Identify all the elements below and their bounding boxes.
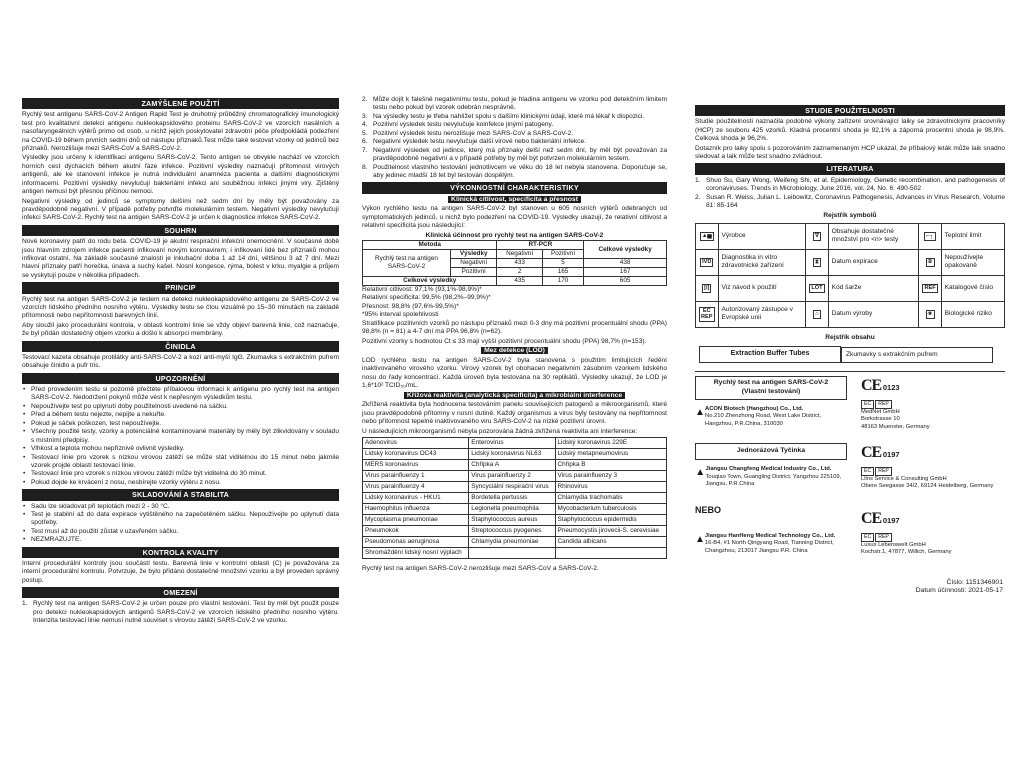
product-block-1: Rychlý test na antigen SARS-CoV-2 (Vlastní testování) ▲ ACON Biotech (Hangzhou) Co., Ltd. No.210 Zhenzhong Road, West Lake District, Hangzhou, P.R.China, 310030 CE 0123 EC REP MedNet GmbH Borkstrasse 10 48163 Muenster, Germany (695, 377, 930, 430)
table-cell: Candida albicans (555, 536, 667, 547)
rep-address: Borkstrasse 10 48163 Muenster, Germany (861, 416, 930, 430)
divider (695, 371, 1005, 372)
list-item: 6. Negativní výsledek testu nevylučuje další virové nebo bakteriální infekce. (362, 138, 586, 146)
table-cell: Rhinovirus (555, 481, 667, 492)
table-row (363, 536, 667, 547)
list-item: • Před a během testu nejezte, nepijte a nekuřte. (22, 411, 339, 419)
table-header: Výsledky (451, 250, 497, 259)
symbol-label: Kód šarže (828, 275, 919, 301)
perf-p3: Pozitivní vzorky s hodnotou Ct ≤ 33 mají vyšší pozitivní procentuální shodu (PPA) 98,7% (n=153). (362, 337, 647, 345)
lot-icon: LOT (811, 284, 823, 291)
table-row (363, 503, 667, 514)
clinical-performance-table (362, 240, 667, 286)
limitations-list-cont (362, 96, 667, 180)
list-item: 7. Negativní výsledek od jedince, který má příznaky delší než sedm dní, by měl být považován za pravděpodobně negativní a v případě potřeby by měl být potvrzen molekulárním testem. (362, 146, 667, 163)
perf-p2: Stratifikace pozitivních vzorků po nástupu příznaků mezi 0-3 dny má pozitivní procentuální shodu (PPA) 98,8% (n = 81) a 4-7 dní má PPA 96,8% (n=62). (362, 319, 667, 336)
notified-body-number: 0197 (882, 450, 900, 460)
symbol-label: Nepoužívejte opakovaně (941, 249, 1004, 275)
symbol-label: Výrobce (718, 223, 806, 249)
list-item: • Pokud dojde ke krvácení z nosu, nesbírejte vzorky výtěru z nosu. (22, 479, 339, 487)
document-number: Číslo: 1151346901 (946, 578, 1003, 586)
ivd-icon: IVD (702, 258, 712, 265)
maker-address: No.210 Zhenzhong Road, West Lake District, Hangzhou, P.R.China, 310030 (705, 413, 822, 427)
section-header-reagents: ČINIDLA (22, 341, 339, 352)
table-header: Negativní (497, 250, 542, 259)
quality-p1: Interní procedurální kontroly jsou součástí testu. Barevná linie v kontrolní oblasti (C) je považována za interní procedurální kontrolu. Potvrzuje, že bylo přidáno dostatečné množství vzorku a byl proveden správný postup. (22, 559, 339, 584)
section-header-quality-control: KONTROLA KVALITY (22, 547, 339, 558)
list-item: 4. Pozitivní výsledek testu nevylučuje koinfekce jinými patogeny. (362, 121, 554, 129)
column-middle (362, 96, 667, 574)
sufficient-tests-icon: ∇ (815, 232, 819, 239)
table-cell: Virus parainfluenzy 4 (363, 481, 469, 492)
stat-line: *95% interval spolehlivosti (362, 311, 439, 319)
symbol-label: Biologické riziko (941, 301, 1004, 327)
distributor-title-box: Jednorázová Tyčinka (695, 443, 847, 460)
ec-rep-icon: EC (861, 533, 874, 542)
principle-p1: Rychlý test na antigen SARS-CoV-2 je testem na detekci nukleokapsidového antigenu ze SARS-CoV-2 ve vzorcích lidského předního nosního výtěru. Výsledky testu se čtou vizuálně po 15–30 minutách na základě přítomnosti nebo nepřítomnosti barevných linií. (22, 295, 339, 320)
manufacture-date-icon: ⌂ (815, 310, 819, 317)
maker-name: Jiangsu HanHeng Medical Technology Co., Ltd. (704, 532, 836, 539)
section-header-literature: LITERATURA (695, 163, 1005, 174)
section-header-warnings: UPOZORNĚNÍ (22, 373, 339, 384)
table-cell: Chlamydia trachomatis (555, 492, 667, 503)
principle-p2: Aby sloužil jako procedurální kontrola, v oblasti kontrolní linie se vždy objeví barevná linie, což naznačuje, že byl přidán dostatečný objem vzorku a došlo k absorpci membrány. (22, 321, 339, 338)
contents-desc: Zkumavky s extrakčním pufrem (841, 347, 993, 363)
list-item: • Nepoužívejte test po uplynutí doby použitelnosti uvedené na sáčku. (22, 403, 339, 411)
contents-row (695, 346, 1005, 363)
table-cell: 167 (584, 268, 667, 277)
temperature-limit-icon: ⌐┐ (926, 232, 934, 239)
stat-line: Relativní specificita: 99,5% (98,2%–99,9%)* (362, 294, 491, 302)
list-item: • Sadu lze skladovat při teplotách mezi 2 - 30 °C. (22, 503, 339, 511)
ce-mark-icon: CE (861, 444, 882, 462)
subheader-lod: Mez detekce (LOD) (362, 347, 667, 356)
intended-use-p1: Rychlý test antigenu SARS-CoV-2 Antigen Rapid Test je druhotný průběžný chromatografický imunologický test pro kvalitativní detekci antigenu nukleokapsidového proteinu SARS-CoV-2 ve vzorcích nasálních a nasofaryngeálních výtěrů primo od osob, u nichž jejich poskytovatel zdravotní péče předpokládá podezření na COVID-19 během prvních sedmi dnů od nástupu příznaků.Test může také testovat vzorky od jedinců bez příznaků. Nerozlišuje mezi SARS-CoV a SARS-CoV-2. (22, 111, 339, 152)
rep-name: MedNet GmbH (861, 408, 900, 415)
table-row (363, 514, 667, 525)
table-row (363, 437, 667, 448)
section-header-principle: PRINCIP (22, 282, 339, 293)
table-cell: Staphylococcus epidermidis (555, 514, 667, 525)
table-header: Celkové výsledky (584, 241, 667, 259)
symbol-label: Katalogové číslo (941, 275, 1004, 301)
table-cell: Chlamydia pneumoniae (469, 536, 555, 547)
table-cell: Virus parainfluenzy 3 (555, 470, 667, 481)
stat-line: Přesnost: 98,8% (97,6%-99,5%)* (362, 302, 459, 310)
section-header-intended-use: ZAMÝŠLENÉ POUŽITÍ (22, 98, 339, 109)
list-item: 1. Shuo Su, Gary Wong, Weifeng Shi, et al. Epidemiology, Genetic recombination, and pathogenesis of coronaviruses. Trends in Microbiology, June 2016, vol. 24, No. 6: 490-502 (695, 176, 1005, 193)
table-cell: Celkové výsledky (363, 277, 497, 286)
list-item: • Testovací linie pro vzorek s nízkou virovou zátěží může být viditelná do 30 minut. (22, 470, 339, 478)
stat-line: Relativní citlivost: 97,1% (93,1%-98,9%)* (362, 286, 482, 294)
table-row (696, 223, 1005, 249)
list-item: 3. Na výsledky testu je třeba nahlížet spolu s dalšími klinickými údaji, které má lékař k dispozici. (362, 112, 645, 120)
studies-p2: Dotazník pro laiky spolu s pozorováním zaznamenaným HCP ukázal, že příbalový leták může laik snadno sledovat a laik může test snadno zvládnout. (695, 144, 1005, 160)
symbol-label: Teplotní limit (941, 223, 1004, 249)
table-cell: Chřipka A (469, 459, 555, 470)
symbol-label: Viz návod k použití (718, 275, 806, 301)
symbol-label: Datum expirace (828, 249, 919, 275)
section-header-summary: SOUHRN (22, 225, 339, 236)
maker-address: 16-B4, #1 North Qingyang Road, Tianning District, Changzhou, 213017 Jiangsu P.R. China (704, 540, 834, 554)
manufacturer-icon: ▲ (695, 406, 705, 418)
table-row (363, 547, 667, 558)
ce-mark-icon: CE (861, 509, 882, 527)
table-cell: Bordetella pertussis (469, 492, 555, 503)
table-cell: Haemophilus influenza (363, 503, 469, 514)
table-row (363, 470, 667, 481)
maker-address: Touqiao Town, Guangling District, Yangzhou 225109, Jiangsu, P.R.China (705, 473, 842, 488)
table-cell: Streptococcus pyogenes (469, 525, 555, 536)
product-title-box: Rychlý test na antigen SARS-CoV-2 (Vlastní testování) (695, 376, 847, 400)
table-cell: Shromáždění lidský nosní výplach (363, 547, 469, 558)
table-cell: Virus parainfluenzy 1 (363, 470, 469, 481)
table-cell: 435 (497, 277, 542, 286)
list-item: • Testovací linie pro vzorek s nízkou virovou zátěží se může stát viditelnou do 15 minut nebo jakmile vzorek projde oblastí testovací linie. (22, 454, 339, 471)
notified-body-number: 0197 (882, 515, 900, 525)
list-item: • Všechny použité testy, vzorky a potenciálně kontaminované materiály by měly být zlikvidovány v souladu s místními předpisy. (22, 428, 339, 445)
list-item: 2. Může dojít k falešně negativnímu testu, pokud je hladina antigenu ve vzorku pod detekčním limitem testu nebo pokud byl vzorek odebrán nesprávně. (362, 96, 667, 112)
subheader-cross-reactivity: Křížová reaktivita (analytická specificita) a mikrobiální interference (362, 392, 667, 401)
no-reuse-icon: ② (927, 258, 933, 265)
table-row (696, 301, 1005, 327)
rep-address: Obere Seegasse 34/2, 69124 Heidelberg, Germany (861, 483, 994, 490)
product-block-3: NEBO ▲ Jiangsu HanHeng Medical Technology Co., Ltd. 16-B4, #1 North Qingyang Road, Tianning District, Changzhou, 213017 Jiangsu P.R. China CE 0197 EC REP Luxus Lebenswelt GmbH Kochstr.1, 47877, Willich, Germany (695, 504, 952, 556)
table-cell: MERS koronavirus (363, 459, 469, 470)
rep-name: Luxus Lebenswelt GmbH (861, 541, 926, 548)
perf-p1: Výkon rychlého testu na antigen SARS-CoV-2 byl stanoven u 605 nosních výtěrů odebraných od symptomatických jedinců, u nichž bylo podezření na COVID-19. Výsledky ukazují, že relativní citlivost a relativní specificita jsou následující: (362, 205, 667, 230)
table-header: Metoda (363, 241, 497, 250)
ec-rep-icon: EC (861, 467, 874, 476)
table-cell: Lidský koronavirus 229E (555, 437, 667, 448)
table-cell: 170 (542, 277, 583, 286)
column-right (695, 103, 1005, 596)
table-cell: Chřipka B (555, 459, 667, 470)
instructions-icon: [i] (704, 284, 710, 291)
table-header: RT-PCR (497, 241, 584, 250)
section-header-storage: SKLADOVÁNÍ A STABILITA (22, 489, 339, 500)
table-cell: Pozitivní (451, 268, 497, 277)
list-item: • Před provedením testu si pozorně přečtěte příbalovou informaci k antigenu pro rychlý test na antigen SARS-CoV-2. Nedodržení pokynů může vést k nepřesným výsledkům testu. (22, 386, 339, 403)
section-header-performance: VÝKONNOSTNÍ CHARAKTERISTIKY (362, 182, 667, 193)
table-cell: 2 (497, 268, 542, 277)
list-item: 1. Rychlý test na antigen SARS-CoV-2 je určen pouze pro vlastní testování. Test by měl být použit pouze pro detekci nukleokapsidových antigenů SARS-CoV-2 ve vzorcích lidského předního nosního výtěru. Intenzita testovací linie nemusí nutně souviset s virovou zátěží SARS-CoV-2 ve vzorku. (22, 600, 339, 625)
rep-name: Llins Service & Consulting GmbH (861, 475, 947, 482)
table-cell: Rychlý test na antigen SARS-CoV-2 (363, 250, 451, 277)
table-row (363, 481, 667, 492)
lod-p1: LOD rychlého testu na antigen SARS-CoV-2 byla stanovena s použitím limitujících ředění inaktivovaného virového vzorku. Virový vzorek byl obohacen negativním zásobním vzorkem lidského nosu do řady koncentrací. Každá úroveň byla testována na 30 replikátů. Výsledky ukazují, že LOD je 1,6*10² TCID₅₀/mL. (362, 356, 667, 390)
ec-rep-icon: EC (861, 400, 874, 409)
perf-table-title: Klinická účinnost pro rychlý test na antigen SARS-CoV-2 (425, 231, 604, 239)
list-item: 5. Pozitivní výsledek testu nerozlišuje mezi SARS-CoV a SARS-CoV-2. (362, 129, 574, 137)
table-row (363, 492, 667, 503)
table-cell: Pneumocystis jirovecii-S. cerevisiae (555, 525, 667, 536)
table-cell: Lidský metapneumovirus (555, 448, 667, 459)
table-cell (469, 547, 555, 558)
rep-address: Kochstr.1, 47877, Willich, Germany (861, 549, 952, 556)
table-cell: 165 (542, 268, 583, 277)
table-row (696, 249, 1005, 275)
product-block-2: Jednorázová Tyčinka ▲ Jiangsu Changfeng Medical Industry Co., Ltd. Touqiao Town, Guangling District, Yangzhou 225109, Jiangsu, P.R.China CE 0197 EC REP Llins Service & Consulting GmbH Obere Seegasse 34/2, 69124 Heidelberg, Germany (695, 444, 994, 490)
table-row (363, 277, 667, 286)
list-item: • NEZMRAZUJTE. (22, 536, 339, 544)
table-cell: Lidský koronavirus NL63 (469, 448, 555, 459)
column-left (22, 96, 339, 626)
table-cell: Pneumokok (363, 525, 469, 536)
table-cell: Enterovirus (469, 437, 555, 448)
table-cell: Adenovirus (363, 437, 469, 448)
table-cell: Lidský koronavirus - HKU1 (363, 492, 469, 503)
interference-table (362, 437, 667, 559)
table-row (363, 459, 667, 470)
list-item: • Pokud je sáček poškozen, test nepoužívejte. (22, 420, 339, 428)
section-header-usability: STUDIE POUŽITELNOSTI (695, 105, 1005, 116)
cross-footer: Rychlý test na antigen SARS-CoV-2 nerozlišuje mezi SARS-CoV a SARS-CoV-2. (362, 564, 599, 572)
biohazard-icon: ☣ (927, 310, 933, 317)
list-item: • Test je stabilní až do data expirace vytištěného na zapečetěném sáčku. Nepoužívejte po uplynutí data spotřeby. (22, 511, 339, 528)
list-item: • Test musí až do použití zůstat v uzavřeném sáčku. (22, 528, 339, 536)
symbol-label: Obsahuje dostatečné množství pro <n> testy (828, 223, 919, 249)
storage-list (22, 503, 339, 545)
notified-body-number: 0123 (882, 383, 900, 393)
list-item: • Vlhkost a teplota mohou nepříznivě ovlivnit výsledky. (22, 445, 339, 453)
symbol-label: Datum výroby (828, 301, 919, 327)
cross-p1: Zkřížená reaktivita byla hodnocena testováním panelu souvisejících patogenů a mikroorganismů, které jsou pravděpodobně přítomny v nosní dutině. Každý organismus a virus byly testovány na nepřítomnost nebo přítomnost tepelně inaktivovaného viru SARS-CoV-2 na nízké pozitivní úrovni. (362, 401, 667, 426)
table-cell: 438 (584, 259, 667, 268)
manufacturer-icon: ▲▅ (701, 232, 712, 239)
subheader-clinical: Klinická citlivost, specificita a přesnost (362, 196, 667, 205)
maker-name: Jiangsu Changfeng Medical Industry Co., Ltd. (705, 466, 832, 473)
hourglass-icon: ⧗ (815, 258, 819, 265)
table-cell: Mycoplasma pneumoniae (363, 514, 469, 525)
table-cell: Mycobacterium tuberculosis (555, 503, 667, 514)
table-cell: Virus parainfluenzy 2 (469, 470, 555, 481)
table-header: Pozitivní (542, 250, 583, 259)
or-label: NEBO (695, 504, 722, 515)
symbol-label: Autorizovaný zástupce v Evropské unii (718, 301, 806, 327)
symbol-label: Diagnostika in vitro zdravotnické zařízení (718, 249, 806, 275)
table-row (363, 448, 667, 459)
reagents-p1: Testovací kazeta obsahuje protilátky anti-SARS-CoV-2 a kozí anti-myší IgG. Zkumavka s extrakčním pufrem obsahuje činidlo a pufr tris. (22, 353, 339, 370)
contents-title: Rejstřík obsahu (825, 333, 875, 341)
table-cell: 605 (584, 277, 667, 286)
table-cell: Legionella pneumophila (469, 503, 555, 514)
table-cell: Negativní (451, 259, 497, 268)
ec-rep-icon: EC REP (701, 307, 713, 321)
literature-list (695, 177, 1005, 211)
table-row (696, 275, 1005, 301)
manufacturer-icon: ▲ (695, 467, 706, 479)
contents-item: Extraction Buffer Tubes (699, 346, 841, 363)
manufacturer-icon: ▲ (695, 533, 705, 545)
table-cell: Syncyciální respirační virus (469, 481, 555, 492)
table-cell: Pseudomonas aeruginosa (363, 536, 469, 547)
symbols-table (695, 223, 1005, 328)
section-header-limitations: OMEZENÍ (22, 587, 339, 598)
table-cell (555, 547, 667, 558)
table-cell: Staphylococcus aureus (469, 514, 555, 525)
summary-p1: Nové koronaviry patří do rodu beta. COVID-19 je akutní respirační infekční onemocnění. V současné době jsou hlavním zdrojem infekce pacienti infikovaní novým koronavirem; i infikovaní lidé bez příznaků mohou infikovat ostatní. Na základě současné znalosti je inkubační doba 1 až 14 dní, většinou 3 až 7 dní. Mezi hlavní příznaky patří horečka, únava a suchý kašel. Nosní kongesce, rýma, bolest v krku, myalgie a průjem se vyskytují pouze v několika případech. (22, 238, 339, 279)
table-row (363, 525, 667, 536)
studies-p1: Studie použitelnosti naznačila podobné výkony zařízení srovnávající laiky se zdravotnickými pracovníky (HCP) ze souboru 425 vzorků. Kladná procentní shoda je 92,1% a záporná procentní shoda je 98,9%. Celková shoda je 96,2%. (695, 118, 1005, 143)
table-cell: 5 (542, 259, 583, 268)
cross-p2: U následujících mikroorganismů nebyla pozorována žádná zkřížená reaktivita ani interference: (362, 427, 638, 435)
maker-name: ACON Biotech (Hangzhou) Co., Ltd. (705, 405, 804, 412)
list-item: 8. Použitelnost vlastního testování jednotlivcem ve věku do 18 let nebyla stanovena. Doporučuje se, aby jedinec mladší 18 let byl testován dospělým. (362, 163, 667, 179)
ce-mark-icon: CE (861, 377, 882, 395)
list-item: 2. Susan R. Weiss, Julian L. Leibowitz, Coronavirus Pathogenesis, Advances in Virus Research, Volume 81: 85-164 (695, 193, 1005, 209)
limitations-list (22, 600, 339, 625)
document-footer (695, 579, 1005, 596)
symbols-title: Rejstřík symbolů (823, 212, 877, 220)
table-cell: 433 (497, 259, 542, 268)
table-cell: Lidský koronavirus OC43 (363, 448, 469, 459)
intended-use-p3: Negativní výsledky od jedinců se symptomy delšími než sedm dní by měly být považovány za pravděpodobně negativní. V případě potřeby potvrďte molekulárním testem. Negativní výsledky nevylučují infekci SARS-CoV-2. Rychlý test na antigen SARS-CoV-2 je určen k diagnostice infekce SARS-CoV-2. (22, 197, 339, 222)
intended-use-p2: Výsledky jsou určeny k identifikaci antigenu SARS-CoV-2. Tento antigen se obvykle nachází ve vzorcích horních cest dýchacích během akutní fáze infekce. Pozitivní výsledky naznačují přítomnost virových antigenů, ale ke stanovení infekce je nutná individuální anamnéza pacienta a dalšími diagnostickými informacemi. Pozitivní výsledky nevylučují bakteriální infekci ani souběžnou infekci jinými viry. Zjištěný antigen nemusí být přesnou příčinou nemoci. (22, 154, 339, 196)
effective-date: Datum účinnosti: 2021-05-17 (915, 587, 1003, 595)
ref-icon: REF (924, 284, 936, 291)
warnings-list (22, 386, 339, 487)
